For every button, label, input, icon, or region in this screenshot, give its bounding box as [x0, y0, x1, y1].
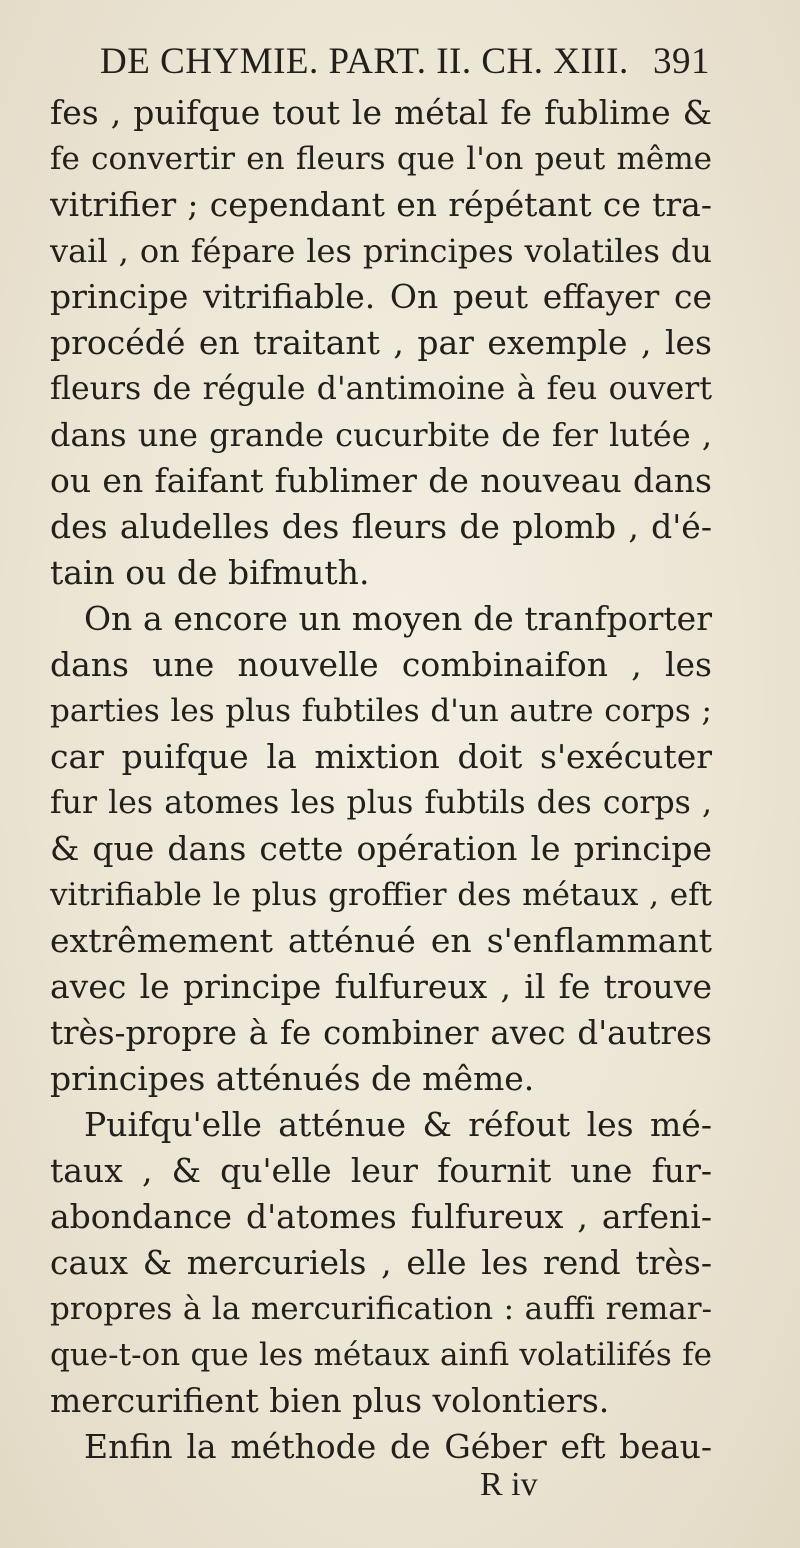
text-line: vitrifier ; cependant en répétant ce tra- [50, 185, 712, 224]
text-line: Puifqu'elle atténue & réfout les mé- [84, 1105, 712, 1144]
text-line: fes , puifque tout le métal fe fublime & [50, 93, 712, 132]
text-line: fe convertir en fleurs que l'on peut même [50, 141, 712, 177]
text-line: tain ou de bifmuth. [50, 553, 370, 592]
running-title: DE CHYMIE. PART. II. CH. XIII. [100, 41, 629, 82]
signature-mark: R iv [480, 1466, 538, 1503]
text-line: caux & mercuriels , elle les rend très- [50, 1243, 712, 1282]
text-line: dans une grande cucurbite de fer lutée , [50, 416, 712, 454]
text-line: Enfin la méthode de Géber eft beau- [84, 1427, 712, 1466]
body-text [50, 90, 712, 1470]
page-number: 391 [653, 41, 710, 82]
text-line: ou en faifant fublimer de nouveau dans [50, 461, 712, 500]
text-line: vail , on fépare les principes volatiles du [50, 232, 712, 270]
text-line: avec le principe fulfureux , il fe trouve [50, 967, 712, 1006]
text-line: parties les plus fubtiles d'un autre corps ; [50, 693, 712, 729]
text-line: des aludelles des fleurs de plomb , d'é- [50, 507, 712, 546]
text-line: que-t-on que les métaux ainfi volatilifés fe [50, 1337, 712, 1373]
text-line: & que dans cette opération le principe [50, 829, 712, 868]
text-line: propres à la mercurification : auffi remar- [50, 1291, 712, 1327]
text-line: mercurifient bien plus volontiers. [50, 1381, 610, 1420]
running-head [100, 40, 710, 90]
text-line: car puifque la mixtion doit s'exécuter [50, 737, 712, 776]
text-line: principes atténués de même. [50, 1059, 535, 1098]
text-line: fur les atomes les plus fubtils des corps , [50, 785, 712, 821]
text-line: extrêmement atténué en s'enflammant [50, 921, 712, 960]
text-line: principe vitrifiable. On peut effayer ce [50, 277, 712, 316]
text-line: vitrifiable le plus groffier des métaux , eft [50, 877, 712, 913]
text-line: très-propre à fe combiner avec d'autres [50, 1014, 712, 1052]
text-line: procédé en traitant , par exemple , les [50, 323, 712, 362]
text-line: taux , & qu'elle leur fournit une fur- [50, 1151, 712, 1190]
text-line: dans une nouvelle combinaifon , les [50, 645, 712, 684]
text-line: fleurs de régule d'antimoine à feu ouvert [50, 371, 712, 407]
text-line: abondance d'atomes fulfureux , arfeni- [50, 1197, 712, 1236]
text-line: On a encore un moyen de tranfporter [84, 599, 712, 638]
